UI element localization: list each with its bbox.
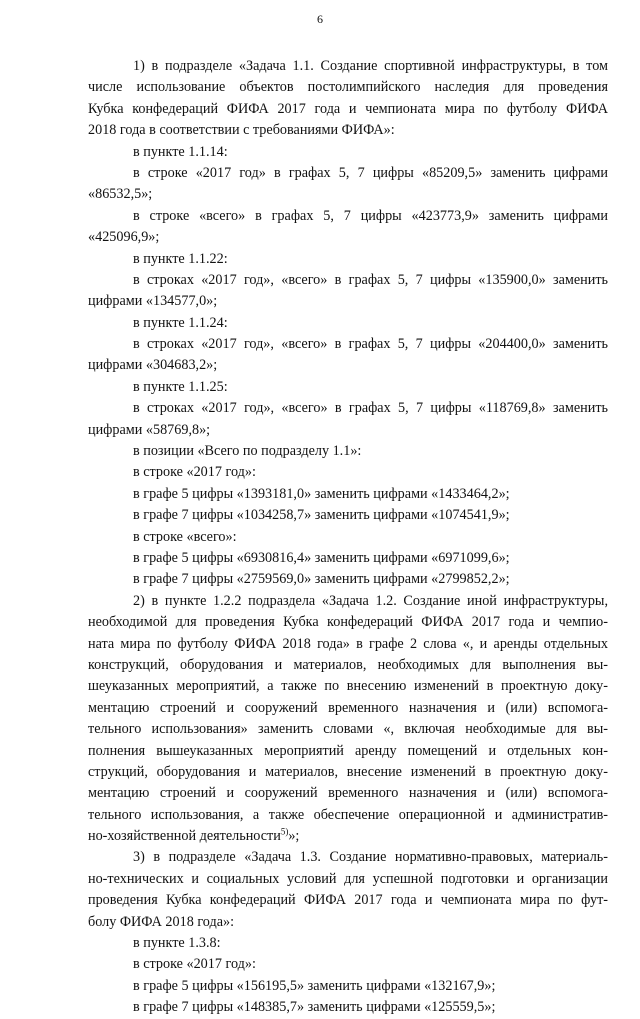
text-line (88, 398, 608, 419)
text-line-content: полнения вышеуказанных мероприятий аренду помещений и отдельных кон- (88, 742, 608, 759)
text-line (88, 912, 608, 933)
text-line (88, 313, 608, 334)
text-line (88, 847, 608, 868)
text-line (88, 462, 608, 483)
text-line-content: «425096,9»; (88, 229, 160, 246)
text-line (88, 163, 608, 184)
text-line (88, 890, 608, 911)
text-line (88, 420, 608, 441)
text-line (88, 355, 608, 376)
text-line (88, 719, 608, 740)
text-line (88, 634, 608, 655)
text-line-content: в позиции «Всего по подразделу 1.1»: (133, 443, 362, 460)
text-line (88, 762, 608, 783)
text-line (88, 484, 608, 505)
text-line (88, 99, 608, 120)
footnote-reference: 5) (280, 826, 289, 837)
text-line (88, 569, 608, 590)
text-line-content: болу ФИФА 2018 года»: (88, 913, 235, 930)
text-line-content: ментацию строений и сооружений временного назначения и (или) вспомога- (88, 699, 608, 716)
text-line (88, 805, 608, 826)
text-line-content: в пункте 1.1.25: (133, 378, 228, 395)
text-line (88, 548, 608, 569)
text-line (88, 826, 608, 847)
text-line-content: 2) в пункте 1.2.2 подраздела «Задача 1.2. Создание иной инфраструктуры, (133, 592, 608, 609)
text-line (88, 612, 608, 633)
text-line-content: числе использование объектов постолимпийского наследия для проведения (88, 79, 608, 96)
text-line-content: в пункте 1.1.14: (133, 143, 228, 160)
text-line-content: тельного использования» заменить словами «, включая необходимые для вы- (88, 721, 608, 738)
text-line-content: но-хозяйственной деятельности (88, 828, 281, 845)
text-line (88, 591, 608, 612)
text-line-content: но-технических и социальных условий для успешной подготовки и организации (88, 870, 608, 887)
text-line-content: шеуказанных мероприятий, а также по внесению изменений в проектную доку- (88, 678, 608, 695)
text-line (88, 227, 608, 248)
text-line (88, 377, 608, 398)
text-line-content: тельного использования, а также обеспечение операционной и административ- (88, 806, 608, 823)
text-line-content: 2018 года в соответствии с требованиями ФИФА»: (88, 122, 395, 139)
text-line-content: в пункте 1.3.8: (133, 935, 221, 952)
text-line-content: в строке «2017 год»: (133, 464, 256, 481)
text-line (88, 741, 608, 762)
text-line (88, 505, 608, 526)
text-line-content: в графе 5 цифры «6930816,4» заменить цифрами «6971099,6»; (133, 549, 510, 566)
text-line-content: необходимой для проведения Кубка конфедераций ФИФА 2017 года и чемпио- (88, 614, 608, 631)
text-line-content: 3) в подразделе «Задача 1.3. Создание нормативно-правовых, материаль- (133, 849, 608, 866)
text-line (88, 184, 608, 205)
text-line-content: в строках «2017 год», «всего» в графах 5, 7 цифры «204400,0» заменить (133, 336, 608, 353)
text-line-content: цифрами «58769,8»; (88, 421, 211, 438)
text-line (88, 441, 608, 462)
text-line (88, 954, 608, 975)
text-line-content: в графе 7 цифры «1034258,7» заменить цифрами «1074541,9»; (133, 507, 510, 524)
text-line-content: Кубка конфедераций ФИФА 2017 года и чемпионата мира по футболу ФИФА (88, 100, 608, 117)
text-line-content: в графе 7 цифры «2759569,0» заменить цифрами «2799852,2»; (133, 571, 510, 588)
text-line (88, 783, 608, 804)
text-line-content: проведения Кубка конфедераций ФИФА 2017 года и чемпионата мира по фут- (88, 892, 608, 909)
text-line (88, 270, 608, 291)
text-line (88, 655, 608, 676)
text-line (88, 120, 608, 141)
page-number: 6 (317, 12, 323, 26)
text-line (88, 869, 608, 890)
text-line-content: в строке «всего»: (133, 528, 237, 545)
text-line-content: в строке «2017 год»: (133, 956, 256, 973)
text-line-content: конструкций, оборудования и материалов, необходимых для выполнения вы- (88, 656, 608, 673)
text-line-content: ментацию строений и сооружений временного назначения и (или) вспомога- (88, 785, 608, 802)
text-line-content: 1) в подразделе «Задача 1.1. Создание спортивной инфраструктуры, в том (133, 58, 608, 74)
text-line-content: цифрами «134577,0»; (88, 293, 218, 310)
text-line-tail: »; (288, 828, 300, 845)
text-line (88, 56, 608, 77)
text-line-content: в строке «2017 год» в графах 5, 7 цифры «85209,5» заменить цифрами (133, 164, 608, 181)
text-line-content: в графе 7 цифры «148385,7» заменить цифрами «125559,5»; (133, 999, 496, 1016)
text-line-content: ната мира по футболу ФИФА 2018 года» в графе 2 слова «, и аренды отдельных (88, 635, 608, 652)
document-body (88, 56, 608, 1019)
text-line (88, 249, 608, 270)
text-line (88, 933, 608, 954)
text-line (88, 527, 608, 548)
text-line (88, 142, 608, 163)
text-line (88, 334, 608, 355)
text-line (88, 976, 608, 997)
text-line (88, 77, 608, 98)
text-line-content: в пункте 1.1.22: (133, 250, 228, 267)
text-line (88, 997, 608, 1018)
text-line-content: в графе 5 цифры «1393181,0» заменить цифрами «1433464,2»; (133, 485, 510, 502)
text-line-content: в пункте 1.1.24: (133, 314, 228, 331)
text-line (88, 676, 608, 697)
text-line-content: «86532,5»; (88, 186, 153, 203)
text-line (88, 698, 608, 719)
text-line-content: в строках «2017 год», «всего» в графах 5, 7 цифры «118769,8» заменить (133, 400, 608, 417)
text-line-content: в строке «всего» в графах 5, 7 цифры «423773,9» заменить цифрами (133, 207, 608, 224)
text-line-content: в строках «2017 год», «всего» в графах 5, 7 цифры «135900,0» заменить (133, 271, 608, 288)
text-line-content: струкций, оборудования и материалов, внесение изменений в проектную доку- (88, 763, 608, 780)
text-line-content: цифрами «304683,2»; (88, 357, 218, 374)
text-line-content: в графе 5 цифры «156195,5» заменить цифрами «132167,9»; (133, 977, 496, 994)
text-line (88, 291, 608, 312)
text-line (88, 206, 608, 227)
